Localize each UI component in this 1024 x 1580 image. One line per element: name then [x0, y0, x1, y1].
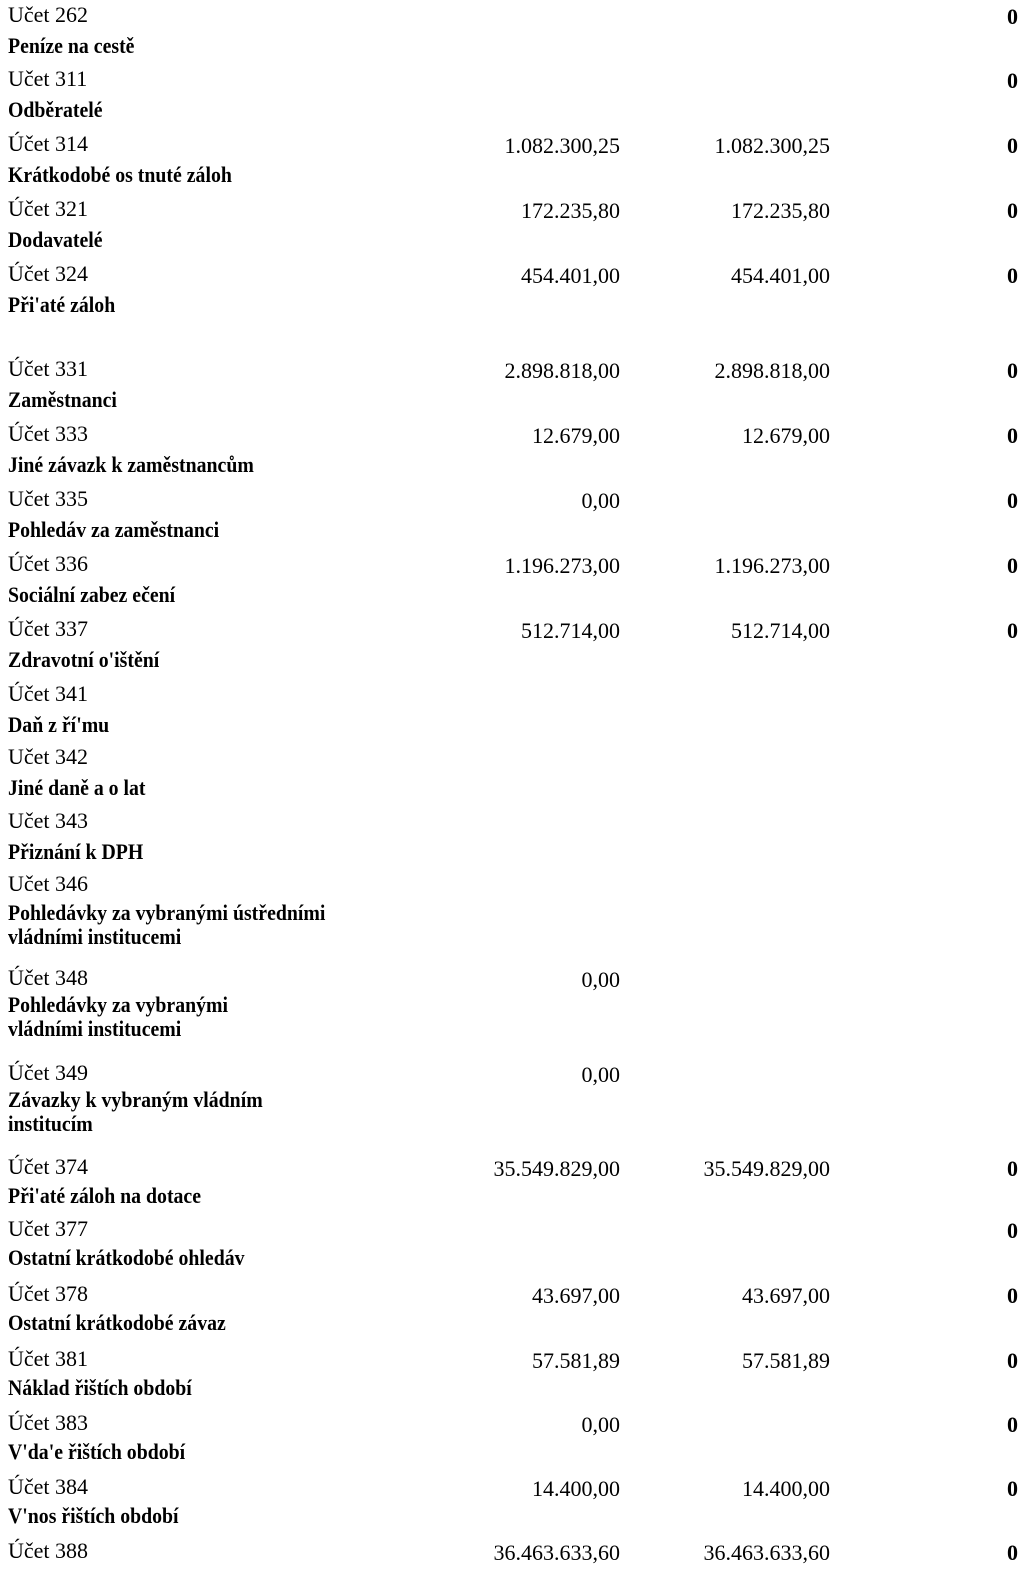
account-number: Účet 314	[8, 131, 89, 156]
account-number: Účet 324	[8, 261, 89, 286]
account-number: Účet 349	[8, 1060, 89, 1085]
account-number: Učet 343	[8, 808, 89, 833]
value-col1: 35.549.829,00	[493, 1156, 620, 1181]
account-description: Peníze na cestě	[8, 33, 135, 58]
value-col2: 12.679,00	[742, 423, 830, 448]
account-number: Učet 346	[8, 871, 89, 896]
value-col3: 0	[1007, 133, 1018, 158]
value-col1: 0,00	[581, 967, 620, 992]
value-col3: 0	[1007, 423, 1018, 448]
value-col3: 0	[1007, 1476, 1018, 1501]
account-description: Dodavatelé	[8, 227, 103, 252]
value-col3: 0	[1007, 1540, 1018, 1565]
value-col3: 0	[1007, 263, 1018, 288]
account-description: Jiné závazk k zaměstnancům	[8, 452, 254, 477]
value-col1: 14.400,00	[532, 1476, 620, 1501]
value-col3: 0	[1007, 4, 1018, 29]
value-col3: 0	[1007, 358, 1018, 383]
value-col3: 0	[1007, 1283, 1018, 1308]
account-description: Náklad řištích období	[8, 1375, 192, 1400]
account-number: Účet 378	[8, 1281, 89, 1306]
account-number: Účet 331	[8, 356, 89, 381]
value-col1: 512.714,00	[521, 618, 620, 643]
value-col1: 1.082.300,25	[504, 133, 620, 158]
account-description: Zdravotní o'ištění	[8, 647, 160, 672]
value-col3: 0	[1007, 553, 1018, 578]
value-col3: 0	[1007, 1218, 1018, 1243]
account-description: Zaměstnanci	[8, 387, 117, 412]
account-description: Ostatní krátkodobé závaz	[8, 1310, 226, 1335]
account-number: Účet 383	[8, 1410, 89, 1435]
account-description: Jiné daně a o lat	[8, 775, 146, 800]
account-number: Účet 336	[8, 551, 89, 576]
value-col2: 2.898.818,00	[714, 358, 830, 383]
account-number: Účet 384	[8, 1474, 89, 1499]
value-col1: 454.401,00	[521, 263, 620, 288]
account-number: Učet 342	[8, 744, 89, 769]
value-col1: 0,00	[581, 1412, 620, 1437]
value-col1: 172.235,80	[521, 198, 620, 223]
account-description: Při'até záloh	[8, 292, 116, 317]
account-number: Účet 341	[8, 681, 89, 706]
value-col2: 35.549.829,00	[703, 1156, 830, 1181]
value-col2: 57.581,89	[742, 1348, 830, 1373]
value-col2: 454.401,00	[731, 263, 830, 288]
value-col2: 512.714,00	[731, 618, 830, 643]
value-col2: 43.697,00	[742, 1283, 830, 1308]
account-description: V'nos řištích období	[8, 1503, 179, 1528]
account-number: Účet 374	[8, 1154, 89, 1179]
value-col3: 0	[1007, 618, 1018, 643]
value-col3: 0	[1007, 1156, 1018, 1181]
account-number: Učet 311	[8, 66, 88, 91]
account-description: Daň z ří'mu	[8, 712, 110, 737]
account-description: Při'até záloh na dotace	[8, 1183, 202, 1208]
value-col2: 1.196.273,00	[714, 553, 830, 578]
value-col3: 0	[1007, 1348, 1018, 1373]
account-number: Účet 348	[8, 965, 89, 990]
value-col2: 14.400,00	[742, 1476, 830, 1501]
account-description: Pohledáv za zaměstnanci	[8, 517, 220, 542]
value-col1: 0,00	[581, 1062, 620, 1087]
account-number: Učet 377	[8, 1216, 89, 1241]
account-description: V'da'e řištích období	[8, 1439, 186, 1464]
value-col3: 0	[1007, 488, 1018, 513]
account-description: Pohledávky za vybranými ústředními vládními institucemi	[8, 900, 326, 949]
account-number: Učet 335	[8, 486, 89, 511]
value-col1: 1.196.273,00	[504, 553, 620, 578]
value-col2: 1.082.300,25	[714, 133, 830, 158]
account-description: Ostatní krátkodobé ohledáv	[8, 1245, 245, 1270]
account-number: Účet 337	[8, 616, 89, 641]
account-number: Účet 333	[8, 421, 89, 446]
account-number: Účet 388	[8, 1538, 89, 1563]
value-col1: 43.697,00	[532, 1283, 620, 1308]
value-col2: 36.463.633,60	[703, 1540, 830, 1565]
account-description: Sociální zabez ečení	[8, 582, 176, 607]
account-number: Účet 381	[8, 1346, 89, 1371]
value-col1: 0,00	[581, 488, 620, 513]
account-number: Účet 321	[8, 196, 89, 221]
value-col1: 2.898.818,00	[504, 358, 620, 383]
account-description: Odběratelé	[8, 97, 103, 122]
value-col3: 0	[1007, 1412, 1018, 1437]
value-col3: 0	[1007, 68, 1018, 93]
value-col2: 172.235,80	[731, 198, 830, 223]
account-description: Přiznání k DPH	[8, 839, 144, 864]
value-col1: 57.581,89	[532, 1348, 620, 1373]
value-col1: 12.679,00	[532, 423, 620, 448]
account-description: Závazky k vybraným vládním institucím	[8, 1087, 263, 1136]
account-number: Učet 262	[8, 2, 89, 27]
value-col3: 0	[1007, 198, 1018, 223]
value-col1: 36.463.633,60	[493, 1540, 620, 1565]
account-description: Krátkodobé os tnuté záloh	[8, 162, 232, 187]
account-description: Pohledávky za vybranými vládními institucemi	[8, 992, 229, 1041]
